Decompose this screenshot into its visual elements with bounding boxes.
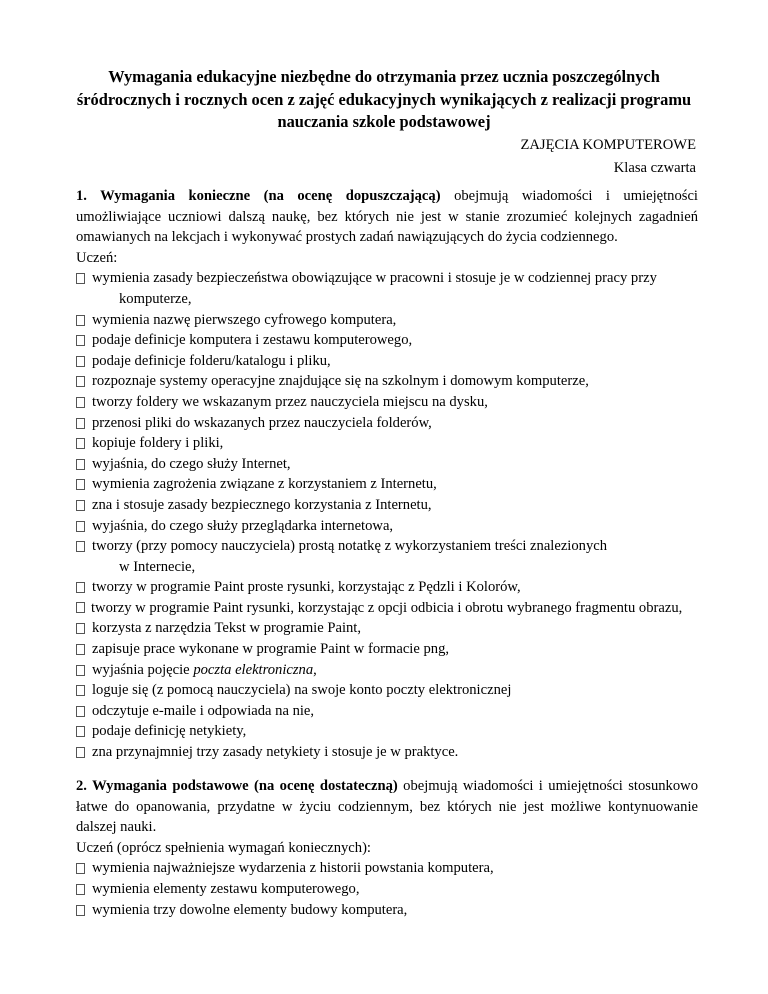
checkbox-glyph-icon — [76, 273, 85, 284]
student-label: Uczeń (oprócz spełnienia wymagań koniecznych): — [76, 839, 371, 856]
list-item: zna i stosuje zasady bezpiecznego korzystania z Internetu, — [76, 495, 698, 516]
checkbox-glyph-icon — [76, 479, 85, 490]
section-intro: 2. Wymagania podstawowe (na ocenę dostateczną) obejmują wiadomości i umiejętności stosunkowo łatwe do opanowania, przydatne w życiu codziennym, bez których nie jest możliwe kontynuowanie dalszej nauki. — [76, 778, 698, 836]
checkbox-glyph-icon — [76, 905, 85, 916]
requirements-list — [76, 858, 698, 920]
checkbox-glyph-icon — [76, 376, 85, 387]
student-label: Uczeń: — [76, 249, 118, 266]
list-item: zapisuje prace wykonane w programie Paint w formacie png, — [76, 639, 698, 660]
checkbox-glyph-icon — [76, 315, 85, 326]
list-item: wymienia najważniejsze wydarzenia z historii powstania komputera, — [76, 858, 698, 879]
subject-name: ZAJĘCIA KOMPUTEROWE — [520, 137, 696, 153]
list-item: podaje definicje komputera i zestawu komputerowego, — [76, 330, 698, 351]
checkbox-glyph-icon — [76, 706, 85, 717]
list-item: wymienia trzy dowolne elementy budowy komputera, — [76, 900, 698, 921]
grade-level: Klasa czwarta — [613, 160, 696, 176]
list-item: tworzy w programie Paint proste rysunki, korzystając z Pędzli i Kolorów, — [76, 577, 698, 598]
checkbox-glyph-icon — [76, 602, 85, 613]
list-item: zna przynajmniej trzy zasady netykiety i stosuje je w praktyce. — [76, 742, 698, 763]
list-item: kopiuje foldery i pliki, — [76, 433, 698, 454]
list-item: tworzy w programie Paint rysunki, korzystając z opcji odbicia i obrotu wybranego fragmentu obrazu, — [76, 598, 698, 619]
checkbox-glyph-icon — [76, 397, 85, 408]
section-basic — [76, 776, 698, 920]
checkbox-glyph-icon — [76, 863, 85, 874]
checkbox-glyph-icon — [76, 500, 85, 511]
list-item: odczytuje e-maile i odpowiada na nie, — [76, 701, 698, 722]
list-item: rozpoznaje systemy operacyjne znajdujące się na szkolnym i domowym komputerze, — [76, 371, 698, 392]
list-item: korzysta z narzędzia Tekst w programie Paint, — [76, 618, 698, 639]
list-item: wyjaśnia, do czego służy Internet, — [76, 454, 698, 475]
list-item: tworzy (przy pomocy nauczyciela) prostą notatkę z wykorzystaniem treści znalezionych w Internecie, — [76, 536, 698, 577]
section-required — [76, 186, 698, 763]
list-item: wymienia zasady bezpieczeństwa obowiązujące w pracowni i stosuje je w codziennej pracy przy komputerze, — [76, 268, 698, 309]
section-heading: 1. Wymagania konieczne (na ocenę dopuszczającą) — [76, 188, 441, 204]
list-item: wymienia nazwę pierwszego cyfrowego komputera, — [76, 310, 698, 331]
checkbox-glyph-icon — [76, 438, 85, 449]
list-item: podaje definicje folderu/katalogu i pliku, — [76, 351, 698, 372]
checkbox-glyph-icon — [76, 644, 85, 655]
checkbox-glyph-icon — [76, 623, 85, 634]
checkbox-glyph-icon — [76, 726, 85, 737]
requirements-list — [76, 268, 698, 762]
list-item: wymienia zagrożenia związane z korzystaniem z Internetu, — [76, 474, 698, 495]
section-heading: 2. Wymagania podstawowe (na ocenę dostateczną) — [76, 778, 398, 794]
checkbox-glyph-icon — [76, 747, 85, 758]
section-intro: 1. Wymagania konieczne (na ocenę dopuszczającą) obejmują wiadomości i umiejętności umożliwiające uczniowi dalszą naukę, bez których nie jest w stanie zrozumieć kolejnych zagadnień omawianych na lekcjach i wykonywać prostych zadań nawiązujących do życia codziennego. — [76, 188, 698, 246]
checkbox-glyph-icon — [76, 418, 85, 429]
list-item: wyjaśnia pojęcie poczta elektroniczna, — [76, 660, 698, 681]
list-item: tworzy foldery we wskazanym przez nauczyciela miejscu na dysku, — [76, 392, 698, 413]
document-title: Wymagania edukacyjne niezbędne do otrzymania przez ucznia poszczególnych śródrocznych i rocznych ocen z zajęć edukacyjnych wynikających z realizacji programu nauczania szkole podstawowej — [76, 67, 692, 131]
list-item: loguje się (z pomocą nauczyciela) na swoje konto poczty elektronicznej — [76, 680, 698, 701]
checkbox-glyph-icon — [76, 582, 85, 593]
checkbox-glyph-icon — [76, 459, 85, 470]
checkbox-glyph-icon — [76, 884, 85, 895]
list-item: przenosi pliki do wskazanych przez nauczyciela folderów, — [76, 413, 698, 434]
checkbox-glyph-icon — [76, 521, 85, 532]
checkbox-glyph-icon — [76, 685, 85, 696]
checkbox-glyph-icon — [76, 335, 85, 346]
list-item: wyjaśnia, do czego służy przeglądarka internetowa, — [76, 516, 698, 537]
checkbox-glyph-icon — [76, 356, 85, 367]
list-item: wymienia elementy zestawu komputerowego, — [76, 879, 698, 900]
list-item: podaje definicję netykiety, — [76, 721, 698, 742]
checkbox-glyph-icon — [76, 665, 85, 676]
checkbox-glyph-icon — [76, 541, 85, 552]
